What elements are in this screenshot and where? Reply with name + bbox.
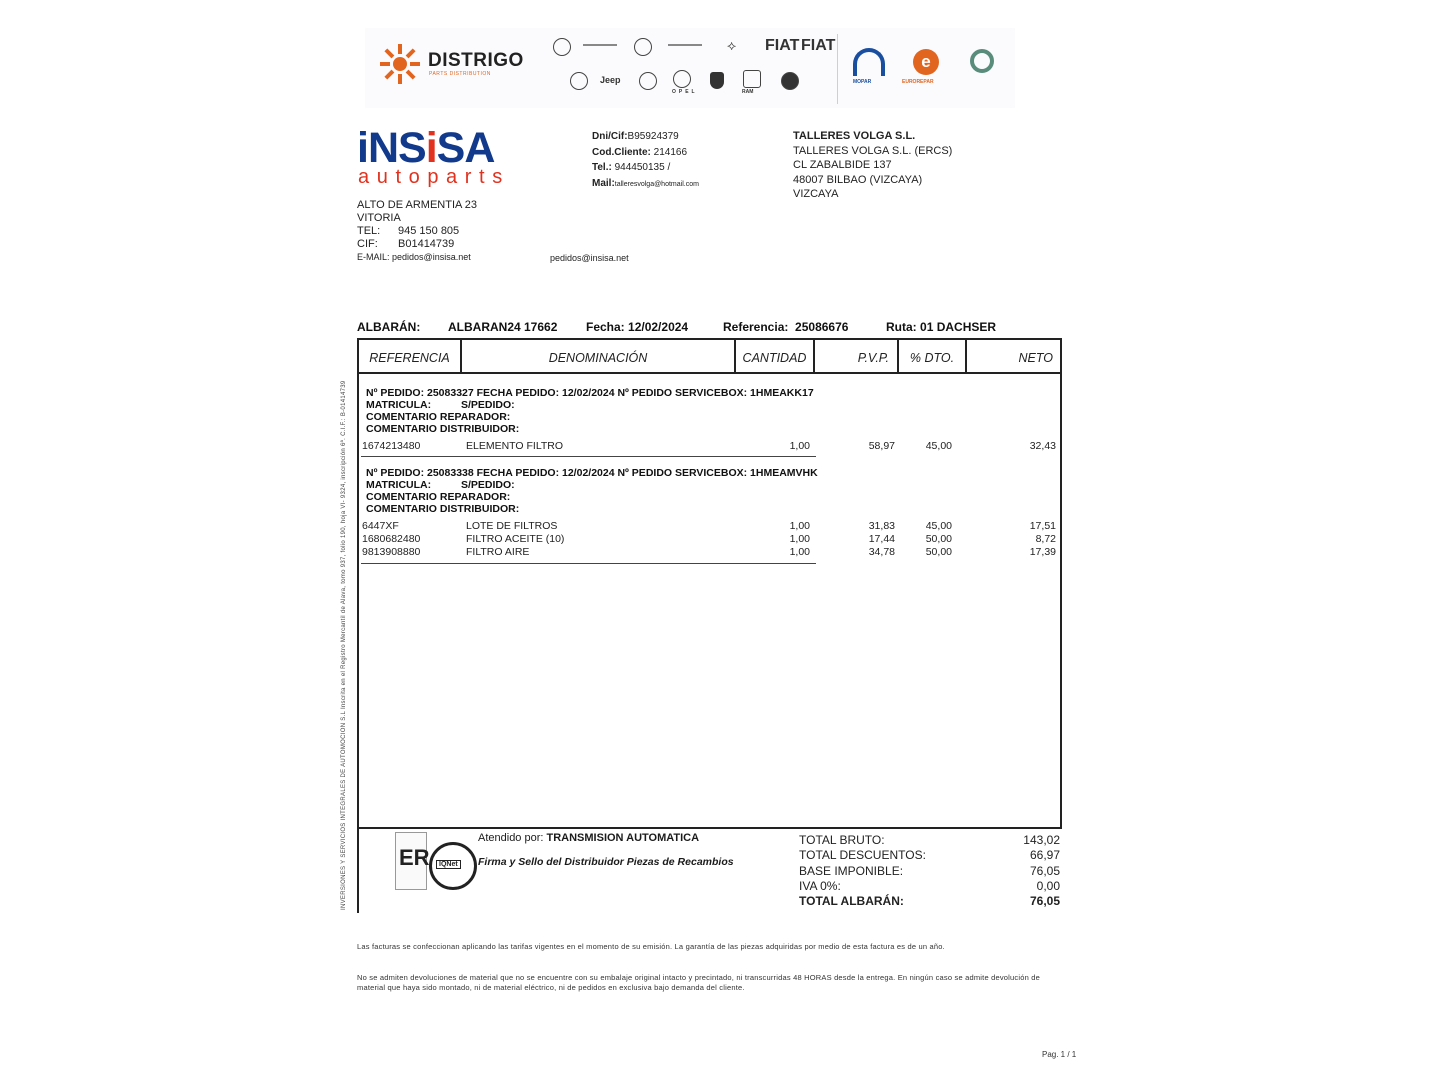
lancia-brand-icon (570, 72, 588, 90)
albaran-reference-value: 25086676 (795, 320, 849, 334)
company-address (357, 199, 477, 264)
total-albaran-value: 76,05 (1029, 894, 1060, 908)
albaran-reference-label: Referencia: (723, 320, 789, 334)
sustainera-logo-icon (970, 49, 994, 73)
iva-value: 0,00 (1036, 879, 1060, 893)
item-quantity: 1,00 (789, 533, 810, 545)
total-descuentos-label: TOTAL DESCUENTOS: (799, 848, 926, 862)
legal-text-invoices: Las facturas se confeccionan aplicando las tarifas vigentes en el momento de su emisión. La garantía de las piezas adquiridas por medio de esta factura es de un año. (357, 942, 945, 951)
item-denomination: ELEMENTO FILTRO (466, 440, 564, 452)
item-discount: 50,00 (925, 546, 952, 558)
base-imponible-value: 76,05 (1029, 864, 1060, 878)
col-referencia: REFERENCIA (369, 351, 450, 365)
order-details (366, 399, 519, 435)
mopar-brand-label: MOPAR (853, 79, 872, 85)
item-quantity: 1,00 (789, 520, 810, 532)
item-discount: 45,00 (925, 520, 952, 532)
page-number: Pag. 1 / 1 (1042, 1050, 1077, 1059)
item-discount: 45,00 (925, 440, 952, 452)
item-ref: 1680682480 (362, 533, 421, 545)
company-city: VITORIA (357, 212, 401, 224)
ds-automobiles-icon: ⟡ (727, 37, 737, 53)
order-comment-distributor: COMENTARIO DISTRIBUIDOR: (366, 423, 520, 435)
albaran-date-value: 12/02/2024 (628, 320, 689, 334)
item-pvp: 17,44 (868, 533, 895, 545)
company-email-label: E-MAIL: (357, 252, 390, 262)
order-divider (361, 563, 816, 564)
client-cod: 214166 (653, 146, 688, 158)
company-cif-line (357, 238, 477, 251)
albaran-route-value: 01 DACHSER (920, 320, 997, 334)
albaran-route (886, 320, 996, 334)
recipient-name: TALLERES VOLGA S.L. (793, 130, 916, 142)
item-discount: 50,00 (925, 533, 952, 545)
distrigo-logo-icon (378, 42, 422, 86)
client-cod-line (592, 145, 699, 161)
mopar-logo-icon (853, 48, 885, 76)
item-ref: 1674213480 (362, 440, 421, 452)
order-header: Nº PEDIDO: 25083338 FECHA PEDIDO: 12/02/2024 Nº PEDIDO SERVICEBOX: 1HMEAMVHK (366, 467, 818, 479)
banner-divider (837, 34, 838, 104)
order-spedido: S/PEDIDO: (461, 399, 515, 411)
order-matricula-line (366, 399, 519, 411)
item-quantity: 1,00 (789, 440, 810, 452)
ram-brand-label: RAM (742, 89, 754, 95)
order-spedido: S/PEDIDO: (461, 479, 515, 491)
citroen-brand-icon (634, 38, 652, 56)
item-pvp: 58,97 (868, 440, 895, 452)
albaran-number: ALBARAN24 17662 (448, 320, 558, 334)
attended-by (478, 832, 699, 844)
company-tel-line (357, 225, 477, 238)
order-matricula-line (366, 479, 519, 491)
col-dto: % DTO. (909, 351, 955, 365)
order-header: Nº PEDIDO: 25083327 FECHA PEDIDO: 12/02/2024 Nº PEDIDO SERVICEBOX: 1HMEAKK17 (366, 387, 814, 399)
distributor-signature: Firma y Sello del Distribuidor Piezas de Recambios (478, 856, 734, 868)
table-header (359, 340, 1060, 374)
eurorepar-brand-label: EUROREPAR (902, 79, 934, 85)
item-pvp: 34,78 (868, 546, 895, 558)
albaran-date (586, 320, 688, 334)
client-dni-line (592, 129, 699, 145)
order-details (366, 479, 519, 515)
albaran-date-label: Fecha: (586, 320, 625, 334)
company-street: ALTO DE ARMENTIA 23 (357, 199, 478, 211)
ram-brand-icon (743, 70, 761, 88)
item-denomination: FILTRO ACEITE (10) (466, 533, 565, 545)
order-matricula: MATRICULA: (366, 399, 432, 411)
insisa-logo-part-1: iNS (357, 124, 426, 172)
abarth-brand-icon (553, 38, 571, 56)
jeep-brand-label: Jeep (600, 75, 621, 85)
client-mail-label: Mail: (592, 177, 615, 189)
order-comment-repairer: COMENTARIO REPARADOR: (366, 411, 511, 423)
client-info (592, 129, 699, 192)
client-cod-label: Cod.Cliente: (592, 146, 651, 158)
recipient-city: 48007 BILBAO (VIZCAYA) (793, 173, 923, 186)
item-net: 8,72 (1035, 533, 1056, 545)
col-cantidad: CANTIDAD (742, 351, 807, 365)
base-imponible-label: BASE IMPONIBLE: (799, 864, 904, 878)
attended-by-value: TRANSMISION AUTOMATICA (546, 832, 700, 844)
order-email: pedidos@insisa.net (550, 253, 629, 263)
ds-brand-icon (668, 44, 702, 46)
client-tel-line (592, 160, 699, 176)
client-dni: B95924379 (627, 131, 679, 142)
client-dni-label: Dni/Cif: (592, 131, 628, 142)
legal-text-returns: No se admiten devoluciones de material que no se encuentre con su embalaje original intacto y precintado, ni transcurridas 48 HORAS desde la entrega. En ningún caso se admite devolución de material que haya sido montado, ni de material eléctrico, ni de pedidos en exclusiva bajo demanda del cliente. (357, 973, 1040, 992)
distrigo-subtitle: PARTS DISTRIBUTION (429, 71, 491, 77)
insisa-logo-part-3: SA (436, 124, 495, 172)
col-denominacion: DENOMINACIÓN (548, 351, 648, 365)
total-descuentos-value: 66,97 (1029, 848, 1060, 862)
company-cif: B01414739 (398, 238, 455, 250)
col-pvp: P.V.P. (857, 351, 889, 365)
item-quantity: 1,00 (789, 546, 810, 558)
attended-by-label: Atendido por: (478, 832, 544, 844)
company-tel-label: TEL: (357, 225, 381, 237)
company-tel: 945 150 805 (398, 225, 460, 237)
eurorepar-logo-icon: e (913, 49, 939, 75)
col-neto: NETO (1018, 351, 1053, 365)
albaran-label: ALBARÁN: (357, 320, 421, 334)
order-matricula: MATRICULA: (366, 479, 432, 491)
item-ref: 9813908880 (362, 546, 421, 558)
vauxhall-brand-icon (781, 72, 799, 90)
recipient-line-2: TALLERES VOLGA S.L. (ERCS) (793, 144, 953, 157)
iva-label: IVA 0%: (799, 879, 841, 893)
item-denomination: LOTE DE FILTROS (466, 520, 558, 532)
total-bruto-label: TOTAL BRUTO: (799, 833, 885, 847)
iqnet-label: IQNet (436, 860, 461, 869)
insisa-logo (357, 124, 495, 172)
alfa-brand-icon (583, 44, 617, 46)
fiat-professional-brand-label: FIAT (801, 37, 836, 54)
opel-brand-icon (673, 70, 691, 88)
item-ref: 6447XF (362, 520, 399, 532)
order-divider (361, 456, 816, 457)
recipient-province: VIZCAYA (793, 188, 839, 200)
albaran-reference (723, 320, 848, 334)
maserati-brand-icon (639, 72, 657, 90)
item-net: 17,39 (1029, 546, 1056, 558)
order-comment-distributor: COMENTARIO DISTRIBUIDOR: (366, 503, 520, 515)
client-mail: talleresvolga@hotmail.com (614, 180, 699, 188)
total-bruto-value: 143,02 (1023, 833, 1060, 847)
client-tel-label: Tel.: (592, 162, 612, 173)
company-cif-label: CIF: (357, 238, 378, 250)
company-email-line (357, 251, 477, 264)
item-net: 17,51 (1029, 520, 1056, 532)
insisa-logo-part-2: i (425, 124, 437, 172)
item-pvp: 31,83 (868, 520, 895, 532)
peugeot-brand-icon (710, 72, 724, 89)
distrigo-name: DISTRIGO (428, 50, 524, 71)
albaran-route-label: Ruta: (886, 320, 917, 334)
recipient-address (793, 129, 952, 202)
registry-side-text: INVERSIONES Y SERVICIOS INTEGRALES DE AUTOMOCION S.L Inscrita en el Registro Mercantil de Alava, tomo 937, folio 190, hoja VI- 9324, inscripción 6ª. C.I.F.: B-01414739 (341, 380, 347, 910)
fiat-brand-label: FIAT (765, 37, 800, 54)
client-tel: 944450135 / (614, 162, 671, 173)
item-denomination: FILTRO AIRE (466, 546, 530, 558)
insisa-logo-subtitle: autoparts (358, 166, 510, 188)
total-albaran-label: TOTAL ALBARÁN: (799, 894, 904, 908)
client-mail-line (592, 176, 699, 193)
order-comment-repairer: COMENTARIO REPARADOR: (366, 491, 511, 503)
aenor-er-label: ER (399, 845, 430, 870)
item-net: 32,43 (1029, 440, 1056, 452)
recipient-street: CL ZABALBIDE 137 (793, 159, 892, 171)
opel-brand-label: OPEL (672, 89, 698, 95)
company-email: pedidos@insisa.net (392, 252, 471, 262)
